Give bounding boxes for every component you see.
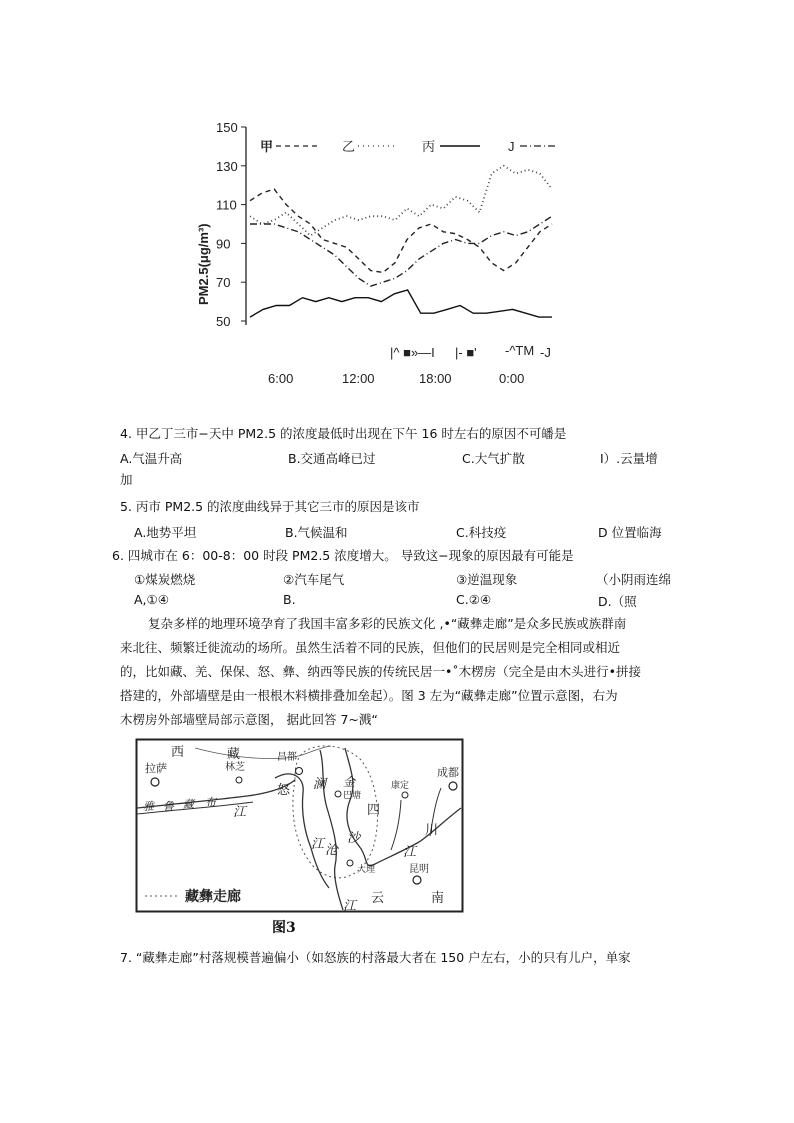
legend-bottom-0: |^ ■»—I bbox=[390, 345, 435, 360]
map-label-yarlung-2: 鲁 bbox=[163, 800, 174, 813]
legend-jia: 甲 bbox=[260, 139, 274, 154]
map-label-changdu: 昌都 bbox=[277, 752, 297, 763]
river-dadu bbox=[391, 800, 401, 850]
map-label-linzhi: 林芝 bbox=[225, 762, 245, 773]
legend-bottom bbox=[390, 343, 551, 360]
q4-option-c: C.大气扩散 bbox=[462, 451, 525, 466]
q6-item-2: ②汽车尾气 bbox=[283, 572, 345, 587]
map-label-lan: 澜 bbox=[313, 777, 327, 792]
y-tick-label: 110 bbox=[216, 197, 237, 213]
legend-bottom-1: |- ■' bbox=[455, 345, 477, 360]
series-line-2 bbox=[250, 290, 552, 317]
legend-bottom-2: -^TM bbox=[505, 343, 535, 358]
series-line-3 bbox=[250, 216, 552, 286]
map-label-chuan: 川 bbox=[425, 823, 439, 838]
q6-option-d: D.（照 bbox=[598, 594, 637, 609]
map-label-nu: 怒 bbox=[277, 783, 291, 798]
map-label-yarlung-1: 雅 bbox=[143, 800, 154, 813]
q5-option-c: C.科技疫 bbox=[456, 525, 507, 540]
x-tick-label: 6:00 bbox=[268, 371, 294, 386]
city-marker-kangding bbox=[402, 792, 408, 798]
passage-line-3: 的，比如藏、羌、保保、怒、彝、纳西等民族的传统民居一•˚木楞房（完全是由木头进行•拼接 bbox=[120, 664, 641, 679]
map-label-cang: 沧 bbox=[325, 843, 339, 858]
q6-item-4: （小阴雨连绵 bbox=[596, 572, 672, 587]
map-label-jiang-jinsha: 江 bbox=[403, 845, 417, 860]
y-axis-label: PM2.5(μg/m³) bbox=[196, 223, 211, 305]
river-yarlung bbox=[137, 780, 295, 808]
river-yangtze bbox=[375, 808, 461, 864]
y-tick-label: 150 bbox=[216, 120, 238, 135]
y-tick-label: 50 bbox=[216, 314, 231, 329]
q6-stem: 6. 四城市在 6：00-8：00 时段 PM2.5 浓度增大。 导致这−现象的原因最有可能是 bbox=[112, 548, 574, 563]
legend-bottom-3: -J bbox=[540, 345, 551, 360]
map-label-yarlung-3: 藏 bbox=[183, 798, 194, 811]
map-label-nan: 南 bbox=[431, 891, 445, 906]
legend-yi: 乙 bbox=[342, 139, 356, 154]
map-label-jiang-yarlung: 江 bbox=[233, 805, 247, 820]
y-tick-label: 90 bbox=[216, 236, 231, 252]
y-tick-label: 130 bbox=[216, 158, 238, 174]
map-label-sha: 沙 bbox=[347, 831, 361, 846]
y-tick-label: 70 bbox=[216, 275, 231, 291]
legend-top bbox=[260, 139, 556, 154]
city-marker-changdu bbox=[296, 768, 303, 775]
q5-option-b: B.气候温和 bbox=[285, 525, 348, 540]
map-label-batang: 巴塘 bbox=[343, 791, 362, 801]
city-marker-chengdu bbox=[449, 782, 457, 790]
map-label-jiang-nu: 江 bbox=[311, 837, 325, 852]
map-label-zang: 藏 bbox=[227, 747, 241, 762]
q6-item-3: ③逆温现象 bbox=[456, 572, 518, 587]
x-ticks bbox=[268, 371, 524, 386]
x-tick-label: 18:00 bbox=[419, 371, 452, 386]
map-label-yun: 云 bbox=[371, 891, 385, 906]
q4-stem: 4. 甲乙丁三市−天中 PM2.5 的浓度最低时出现在下午 16 时左右的原因不可皤是 bbox=[120, 426, 567, 441]
q6-option-a: A,①④ bbox=[134, 592, 169, 607]
figure-caption: 图3 bbox=[272, 920, 296, 936]
map-legend-corridor: 藏彝走廊 bbox=[185, 889, 241, 905]
q6-option-b: B. bbox=[283, 592, 296, 607]
q7-stem: 7. “藏彝走廊”村落规模普遍偏小（如怒族的村落最大者在 150 户左右，小的只有儿户，单家 bbox=[120, 950, 631, 965]
legend-ding: J bbox=[508, 139, 515, 154]
q5-option-d: D 位置临海 bbox=[598, 525, 662, 540]
q4-option-a: A.气温升高 bbox=[120, 451, 183, 466]
passage-line-4: 搭建的，外部墙壁是由一根根木料横排叠加垒起）。图 3 左为“藏彝走廊”位置示意图，右为 bbox=[120, 688, 618, 703]
map-label-kunming: 昆明 bbox=[409, 864, 429, 875]
q6-item-1: ①煤炭燃烧 bbox=[134, 572, 196, 587]
map-label-lasa: 拉萨 bbox=[145, 762, 167, 775]
province-border bbox=[195, 746, 331, 759]
passage-line-2: 来北往、频繁迁徙流动的场所。虽然生活着不同的民族，但他们的民居则是完全相同或相近 bbox=[120, 640, 621, 655]
legend-bing: 丙 bbox=[422, 139, 436, 154]
city-marker-kunming bbox=[413, 876, 421, 884]
map-label-jiang-lancang: 江 bbox=[343, 899, 357, 913]
city-marker-batang bbox=[335, 791, 341, 797]
city-marker-lasa bbox=[151, 778, 159, 786]
series-layer bbox=[250, 166, 552, 317]
map-label-xi: 西 bbox=[171, 745, 185, 760]
map-label-jin: 金 bbox=[343, 775, 356, 789]
river-lancang bbox=[320, 750, 343, 910]
q4-option-d-cont: 加 bbox=[120, 472, 133, 487]
map-label-dali: 大理 bbox=[357, 865, 376, 875]
q5-stem: 5. 丙市 PM2.5 的浓度曲线异于其它三市的原因是该市 bbox=[120, 499, 420, 514]
map-label-yarlung-4: 布 bbox=[205, 796, 216, 809]
q4-option-b: B.交通高峰已过 bbox=[288, 451, 376, 466]
city-marker-linzhi bbox=[236, 777, 242, 783]
q4-option-d: I）.云量增 bbox=[600, 451, 658, 466]
pm25-line-chart bbox=[190, 115, 570, 390]
passage-line-1: 复杂多样的地理环境孕育了我国丰富多彩的民族文化 ,•“藏彝走廊”是众多民族或族群南 bbox=[148, 616, 627, 631]
figure-3-map bbox=[135, 738, 465, 913]
x-tick-label: 0:00 bbox=[499, 371, 525, 386]
map-label-chengdu: 成都 bbox=[437, 766, 459, 779]
series-line-1 bbox=[250, 166, 552, 236]
x-tick-label: 12:00 bbox=[342, 371, 375, 386]
y-ticks bbox=[216, 120, 246, 329]
city-marker-dali bbox=[347, 860, 353, 866]
q5-option-a: A.地势平坦 bbox=[134, 525, 197, 540]
map-label-si: 四 bbox=[367, 803, 381, 818]
q6-option-c: C.②④ bbox=[456, 592, 492, 607]
map-frame bbox=[137, 740, 463, 912]
map-label-kangding: 康定 bbox=[391, 781, 410, 791]
passage-line-5: 木楞房外部墙壁局部示意图， 据此回答 7~溅“ bbox=[120, 712, 378, 727]
